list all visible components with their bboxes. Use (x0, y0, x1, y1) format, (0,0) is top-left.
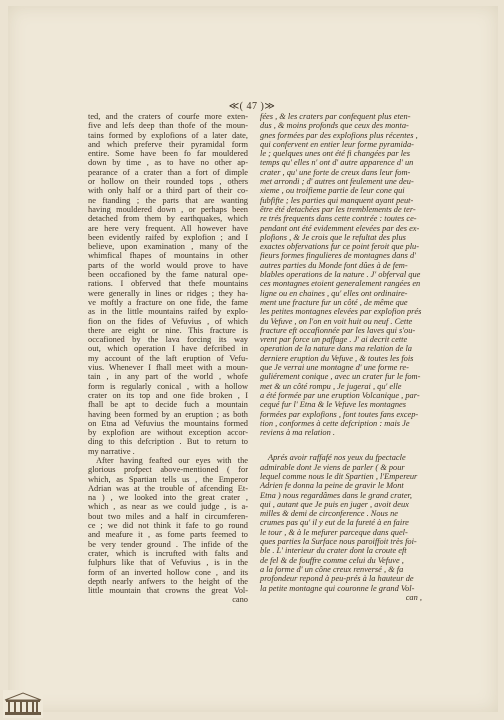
text-line: having been formed by an eruption ; as both (88, 409, 248, 419)
text-line: fieurs formes fingulieres de montagnes dans d' (260, 251, 416, 261)
text-line: a été formée par une eruption Volcanique , par- (260, 390, 420, 400)
text-line: there are eight or nine. This fracture is (88, 325, 248, 335)
text-line: fion on the fides of Vefuvius , of which (88, 316, 248, 326)
text-line: occafioned by the lava forcing its way (88, 335, 248, 345)
text-line: na ) , we looked into the great crater , (88, 493, 248, 503)
text-line: fubfifte ; les parties qui manquent ayant peut- (260, 195, 414, 205)
text-line: tain , in any part of the world , whofe (88, 372, 248, 382)
text-line: temps qu' elles n' ont d' autre apparence d' un (260, 158, 414, 168)
text-line: Adrien fe donna la peine de gravir le Mont (260, 481, 404, 491)
text-line: derniere eruption du Vefuve , & toutes les fois (260, 353, 414, 363)
text-line: my account of the laft eruption of Vefu- (88, 353, 248, 363)
text-line: profondeur repond à peu-prés à la hauteur de (260, 574, 414, 584)
text-line: operation de la nature dans ma relation de la (260, 344, 412, 354)
text-line: little mountain that crowns the great Vol- (88, 586, 248, 596)
text-line: les petites montagnes elevées par explofion prés (260, 307, 422, 317)
text-line: been evidently raifed by explofion ; and I (88, 232, 248, 242)
text-line: lequel comme nous le dit Spartien , l'Empereur (260, 471, 418, 481)
text-line: ques parties la Surface nous paroiffoit très foi- (260, 537, 417, 547)
text-line: be very tender ground . The infide of the (88, 539, 248, 549)
text-line: are here very frequent. All however have (88, 223, 248, 233)
text-line: Etna ) nous regardâmes dans le grand crater, (260, 490, 412, 500)
text-line: which , as near as we could judge , is a- (88, 502, 248, 512)
text-line: fhall be apt to decide fuch a mountain (88, 400, 248, 410)
text-line: down by time , as to have no other ap- (88, 158, 248, 168)
text-line: admirable dont Je viens de parler ( & pour (260, 462, 405, 472)
text-line: dus , & moins profonds que ceux des monta- (260, 121, 409, 131)
text-line: form of an inverted hollow cone , and its (88, 567, 248, 577)
text-line: fées , & les craters par confequent plus eten- (260, 112, 411, 121)
text-line: être été detachées par les tremblements de ter- (260, 204, 416, 214)
text-line: crater , qu' une forte de creux dans leur fom- (260, 167, 411, 177)
text-line: qui , autant que Je puis en juger , avoit deux (260, 499, 409, 509)
text-line: After having feafted our eyes with the (96, 455, 248, 465)
text-line: fracture eft occafionnée par les laves qui s'ou- (260, 325, 416, 335)
text-line: ment une fracture fur un côté , de même que (260, 297, 408, 307)
text-line: exactes obfervations fur ce point feroit que plu- (260, 242, 420, 252)
text-line: met arrondi ; d' autres ont feulement une deu- (260, 177, 414, 187)
text-line: ligne ou en chaines , qu' elles ont ordinaire- (260, 288, 408, 298)
text-line: detached from them by earthquakes, which (88, 214, 248, 224)
text-line: on Etna ad Vefuvius the mountains formed (88, 418, 248, 428)
text-line: ted, and the craters of courfe more exten- (88, 112, 248, 121)
text-line: formées par explofions , font toutes fans excep- (260, 409, 419, 419)
text-line: crater, which is incrufted with falts and (88, 548, 248, 558)
text-line: out, which operation I have defcribed in (88, 344, 248, 354)
text-line: qui confervent en entier leur forme pyramida- (260, 139, 414, 149)
text-line: or hollow on their rounded tops , others (88, 177, 248, 187)
text-line: ce ; we did not think it fafe to go round (88, 521, 248, 531)
text-line: re trés frequents dans cette contrée : toutes ce- (260, 214, 417, 224)
text-line: depth nearly anfwers to the height of the (88, 576, 248, 586)
text-line: plofions , & Je crois que le refultat des plus (260, 232, 406, 242)
text-line: rations. I obferved that thefe mountains (88, 279, 248, 289)
text-line: my narrative . (88, 446, 135, 456)
text-line: tion , conformes à cette defcription : mais Je (260, 418, 410, 428)
text-line: du Vefuve , on l'on en voit huit ou neuf . Cette (260, 316, 413, 326)
text-line: gnes formées par des explofions plus récentes , (260, 130, 418, 140)
text-line: cequé fur l' Etna & le Vefuve les montagnes (260, 400, 406, 410)
text-line: pendant ont été evidemment elevées par des ex- (260, 223, 420, 233)
text-line: parts of the world would prove to have (88, 260, 248, 270)
french-text-column (260, 112, 422, 602)
text-line: form is regularly conical , with a hollow (88, 381, 248, 391)
text-line: blables operations de la nature . J' obferval que (260, 270, 421, 280)
text-line: ces montagnes etoient generalement rangées en (260, 279, 421, 289)
text-line: tains formed by explofions of a later date, (88, 130, 248, 140)
text-line: believe, upon examination , many of the (88, 242, 248, 252)
text-line: cano (232, 595, 248, 605)
text-line: ble . L' interieur du crater dont la croute eft (260, 546, 407, 556)
text-line: whimfical fhapes of mountains in other (88, 251, 248, 261)
text-line: le tour , & à le mefurer parceque dans quel- (260, 527, 408, 537)
text-line: le ; quelques unes ont été fi changées par les (260, 149, 411, 159)
text-line: autres parties du Monde font dûes à de fem- (260, 260, 408, 270)
text-line: la petite montagne qui couronne le grand Vol- (260, 583, 415, 593)
text-line: ne ftanding ; the parts that are wanting (88, 195, 248, 205)
paragraph-gap (260, 437, 422, 453)
text-line: met & un côté rompu , Je jugerai , qu' elle (260, 381, 402, 391)
text-line: as in the little mountains raifed by explo- (88, 307, 248, 317)
text-line: crumes pas qu' il y eut de la fureté à en faire (260, 518, 409, 528)
text-line: reviens à ma relation . (260, 428, 335, 438)
text-line: vius. Whenever I fhall meet with a moun- (88, 363, 248, 373)
text-line: glorious profpect above-mentioned ( for (88, 465, 248, 475)
text-line: a la forme d' un cône creux renversé , & fa (260, 564, 404, 574)
text-line: been occafioned by the fame natural ope- (88, 270, 248, 280)
english-text-column (88, 112, 248, 605)
text-line: ding to this defcription . But to return to (88, 437, 248, 447)
text-line: vrent par force un paffage . J' ai decrit cette (260, 335, 408, 345)
text-line: crater on its top and one fide broken , I (88, 390, 248, 400)
text-line: and meafure it , as fome parts feemed to (88, 530, 248, 540)
text-line: que Je verrai une montagne d' une forme re- (260, 363, 409, 373)
text-line: de fel & de fouffre comme celui du Vefuve , (260, 555, 404, 565)
text-line: can , (405, 592, 422, 602)
text-line: entire. Some have been fo far mouldered (88, 149, 248, 159)
text-line: were generally in lines or ridges ; they ha- (88, 288, 248, 298)
text-line: by explofion are without exception accor- (88, 428, 248, 438)
text-line: Aprés avoir raffafé nos yeux du fpectacle (268, 453, 406, 463)
text-line: Adrian was at the trouble of afcending Et- (88, 483, 248, 493)
text-line: guliérement conique , avec un crater fur le fom- (260, 372, 421, 382)
text-line: xieme , ou troifieme partie de leur cone qui (260, 186, 405, 196)
text-line: ve moftly a fracture on one fide, the fame (88, 297, 248, 307)
text-line: and which preferve their pyramidal form (88, 139, 248, 149)
library-building-logo (3, 690, 43, 718)
text-line: with only half or a third part of their co- (88, 186, 248, 196)
text-line: which, as Spartian tells us , the Emperor (88, 474, 248, 484)
text-line: milles & demi de circonference . Nous ne (260, 509, 398, 519)
text-line: fulphurs like that of Vefuvius , is in the (88, 558, 248, 568)
text-line: having mouldered down , or perhaps been (88, 204, 248, 214)
page-number: ≪( 47 )≫ (228, 101, 276, 112)
text-line: bout two miles and a half in circumferen- (88, 511, 248, 521)
text-line: pearance of a crater than a fort of dimple (88, 167, 248, 177)
text-line: five and lefs deep than thofe of the moun- (88, 121, 248, 131)
